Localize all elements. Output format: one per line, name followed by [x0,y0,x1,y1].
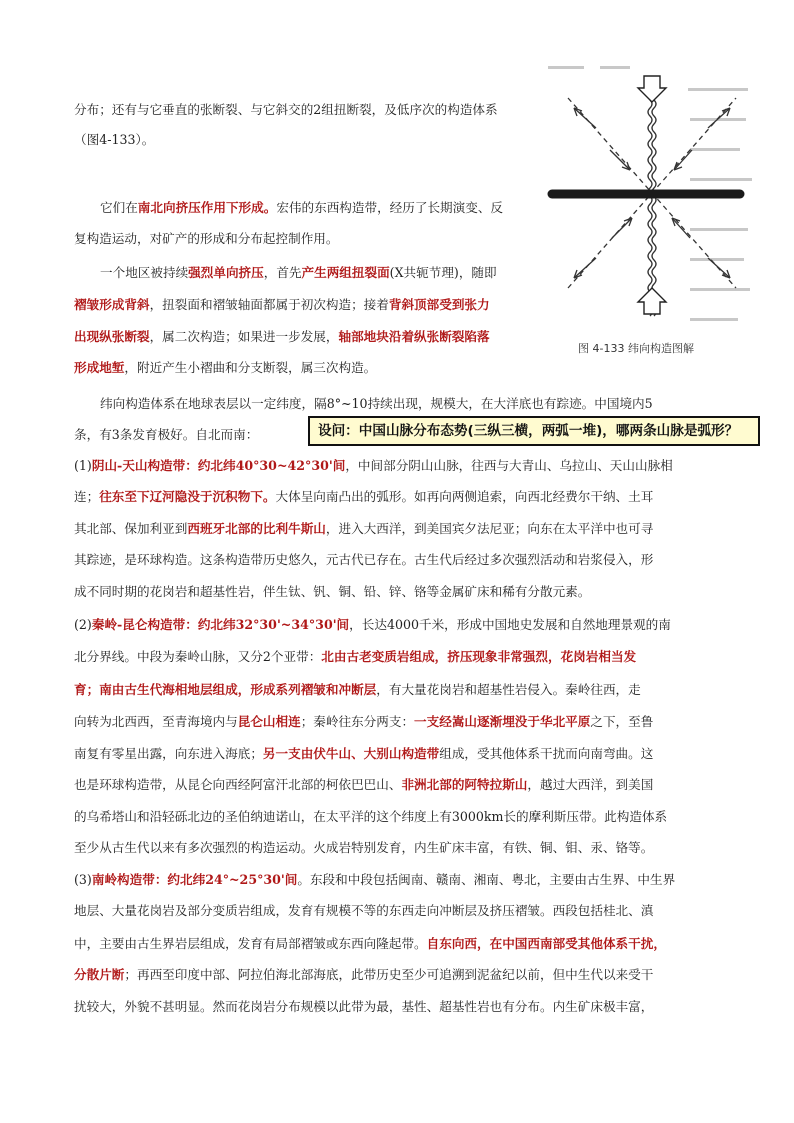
compression-arrow-bottom [638,288,666,314]
text-segment: 地层、大量花岗岩及部分变质岩组成，发育有规模不等的东西走向冲断层及挤压褶皱。西段包括桂北、滇 [74,903,654,918]
text-line [100,267,546,280]
highlight-text: 育；南由古生代海相地层组成，形成系列褶皱和冲断层 [74,682,377,697]
text-segment: 之下，至鲁 [590,714,654,729]
text-segment: ；秦岭往东分两支： [300,714,415,729]
highlight-text: 出现纵张断裂 [74,329,150,344]
text-segment: 中，主要由古生界岩层组成，发育有局部褶皱或东西向隆起带。 [74,936,427,951]
text-line [100,202,546,215]
text-segment: (X共轭节理)，随即 [389,265,497,280]
highlight-text: 强烈单向挤压 [188,265,264,280]
text-segment: ；再西至印度中部、阿拉伯海北部海底，此带历史至少可追溯到泥盆纪以前，但中生代以来受干 [124,967,654,982]
text-segment: 南复有零星出露，向东进入海底； [74,746,263,761]
text-segment: 复构造运动，对矿产的形成和分布起控制作用。 [74,231,339,246]
highlight-text: 北由古老变质岩组成，挤压现象非常强烈，花岗岩相当发 [321,649,637,664]
highlight-text: 阴山-天山构造带：约北纬40°30~42°30'间 [91,458,346,473]
highlight-text: 非洲北部的阿特拉斯山 [401,777,528,792]
text-segment: 其踪迹，是环球构造。这条构造带历史悠久，元古代已存在。古生代后经过多次强烈活动和岩浆侵入，形 [74,552,654,567]
highlight-text: 南岭构造带：约北纬24°~25°30'间 [91,872,298,887]
question-callout: 设问：中国山脉分布态势(三纵三横，两弧一堆)，哪两条山脉是弧形？ [308,416,760,446]
text-segment: (2) [74,617,92,632]
text-line [74,460,724,473]
highlight-text: 自东向西，在中国西南部受其他体系干扰， [426,936,666,951]
text-line [74,523,724,536]
text-line [74,134,544,147]
compression-arrow-top [638,76,666,102]
text-segment: 成不同时期的花岗岩和超基性岩，伴生钛、钒、铜、铅、锌、铬等金属矿床和稀有分散元素。 [74,584,591,599]
highlight-text: 褶皱形成背斜 [74,297,150,312]
text-line [74,1001,724,1014]
text-segment: (1) [74,458,92,473]
highlight-text: 昆仑山相连 [237,714,301,729]
highlight-text: 另一支由伏牛山、大别山构造带 [262,746,440,761]
text-line [74,586,724,599]
text-line [74,811,724,824]
text-line [74,104,544,117]
text-line [74,331,520,344]
text-segment: ，长达4000千米，形成中国地史发展和自然地理景观的南 [349,617,671,632]
text-segment: 组成，受其他体系干扰而向南弯曲。这 [439,746,654,761]
highlight-text: 轴部地块沿着纵张断裂陷落 [338,329,490,344]
text-segment: 它们在 [100,200,138,215]
highlight-text: 往东至下辽河隐没于沉积物下。 [99,489,276,504]
text-segment: ，附近产生小褶曲和分支断裂，属三次构造。 [124,360,377,375]
text-line [74,233,520,246]
text-segment: 纬向构造体系在地球表层以一定纬度，隔8°~10持续出现，规模大，在大洋底也有踪迹。中国境内5 [100,396,653,411]
text-segment: ，进入大西洋，到美国宾夕法尼亚；向东在太平洋中也可寻 [325,521,654,536]
text-segment: (3) [74,872,92,887]
highlight-text: 秦岭-昆仑构造带：约北纬32°30'~34°30'间 [91,617,350,632]
text-segment: ，中间部分阴山山脉，往西与大青山、乌拉山、天山山脉相 [345,458,673,473]
highlight-text: 南北向挤压作用下形成。 [137,200,277,215]
text-segment: ，属二次构造；如果进一步发展， [149,329,339,344]
text-line [100,398,720,411]
text-line [74,842,724,855]
highlight-text: 一支经嵩山逐渐埋没于华北平原 [414,714,591,729]
text-line [74,429,304,442]
text-segment: 条，有3条发育极好。自北而南： [74,427,259,442]
highlight-text: 形成地堑 [74,360,125,375]
text-line [74,491,724,504]
text-segment: 。东段和中段包括闽南、赣南、湘南、粤北，主要由古生界、中生界 [297,872,676,887]
highlight-text: 背斜顶部受到张力 [388,297,490,312]
text-segment: ，首先 [263,265,302,280]
fold-axis-wavy-line-2 [652,100,656,316]
text-segment: 扰较大，外貌不甚明显。然而花岗岩分布规模以此带为最，基性、超基性岩也有分布。内生矿床极丰富， [74,999,654,1014]
text-line [74,684,724,697]
text-line [74,651,724,664]
text-segment: 北分界线。中段为秦岭山脉，又分2个亚带： [74,649,322,664]
text-segment: 向转为北西西，至青海境内与 [74,714,238,729]
text-line [74,969,724,982]
text-line [74,619,724,632]
text-segment: 分布；还有与它垂直的张断裂、与它斜交的2组扭断裂，及低序次的构造体系 [74,102,498,117]
text-segment: 宏伟的东西构造带，经历了长期演变、反 [276,200,503,215]
text-line [74,554,724,567]
diagram-svg [540,58,764,358]
highlight-text: 分散片断 [74,967,125,982]
text-line [74,779,724,792]
text-line [74,748,724,761]
text-line [74,905,724,918]
text-segment: ，扭裂面和褶皱轴面都属于初次构造；接着 [149,297,389,312]
text-segment: 其北部、保加利亚到 [74,521,188,536]
text-line [74,874,724,887]
text-segment: 的乌希塔山和沿轻砾北边的圣伯纳迪诺山，在太平洋的这个纬度上有3000km长的摩利斯压带。此构造体系 [74,809,668,824]
text-segment: 一个地区被持续 [100,265,189,280]
text-line [74,299,520,312]
text-line [74,362,520,375]
text-segment: 大体呈向南凸出的弧形。如再向两侧追索，向西北经费尔干纳、土耳 [275,489,654,504]
text-segment: 连； [74,489,100,504]
highlight-text: 西班牙北部的比利牛斯山 [187,521,326,536]
text-segment: （图4-133）。 [74,132,155,147]
text-segment: 至少从古生代以来有多次强烈的构造运动。火成岩特别发育，内生矿床丰富，有铁、铜、钼、汞、铬等。 [74,840,654,855]
figure-caption: 图 4-133 纬向构造图解 [578,342,694,355]
latitudinal-structure-diagram [540,58,764,358]
text-segment: 也是环球构造带，从昆仑向西经阿富汗北部的柯依巴巴山、 [74,777,402,792]
highlight-text: 产生两组扭裂面 [301,265,390,280]
text-segment: ，越过大西洋，到美国 [527,777,654,792]
text-segment: ，有大量花岗岩和超基性岩侵入。秦岭往西，走 [376,682,641,697]
text-line [74,716,724,729]
text-line [74,938,724,951]
